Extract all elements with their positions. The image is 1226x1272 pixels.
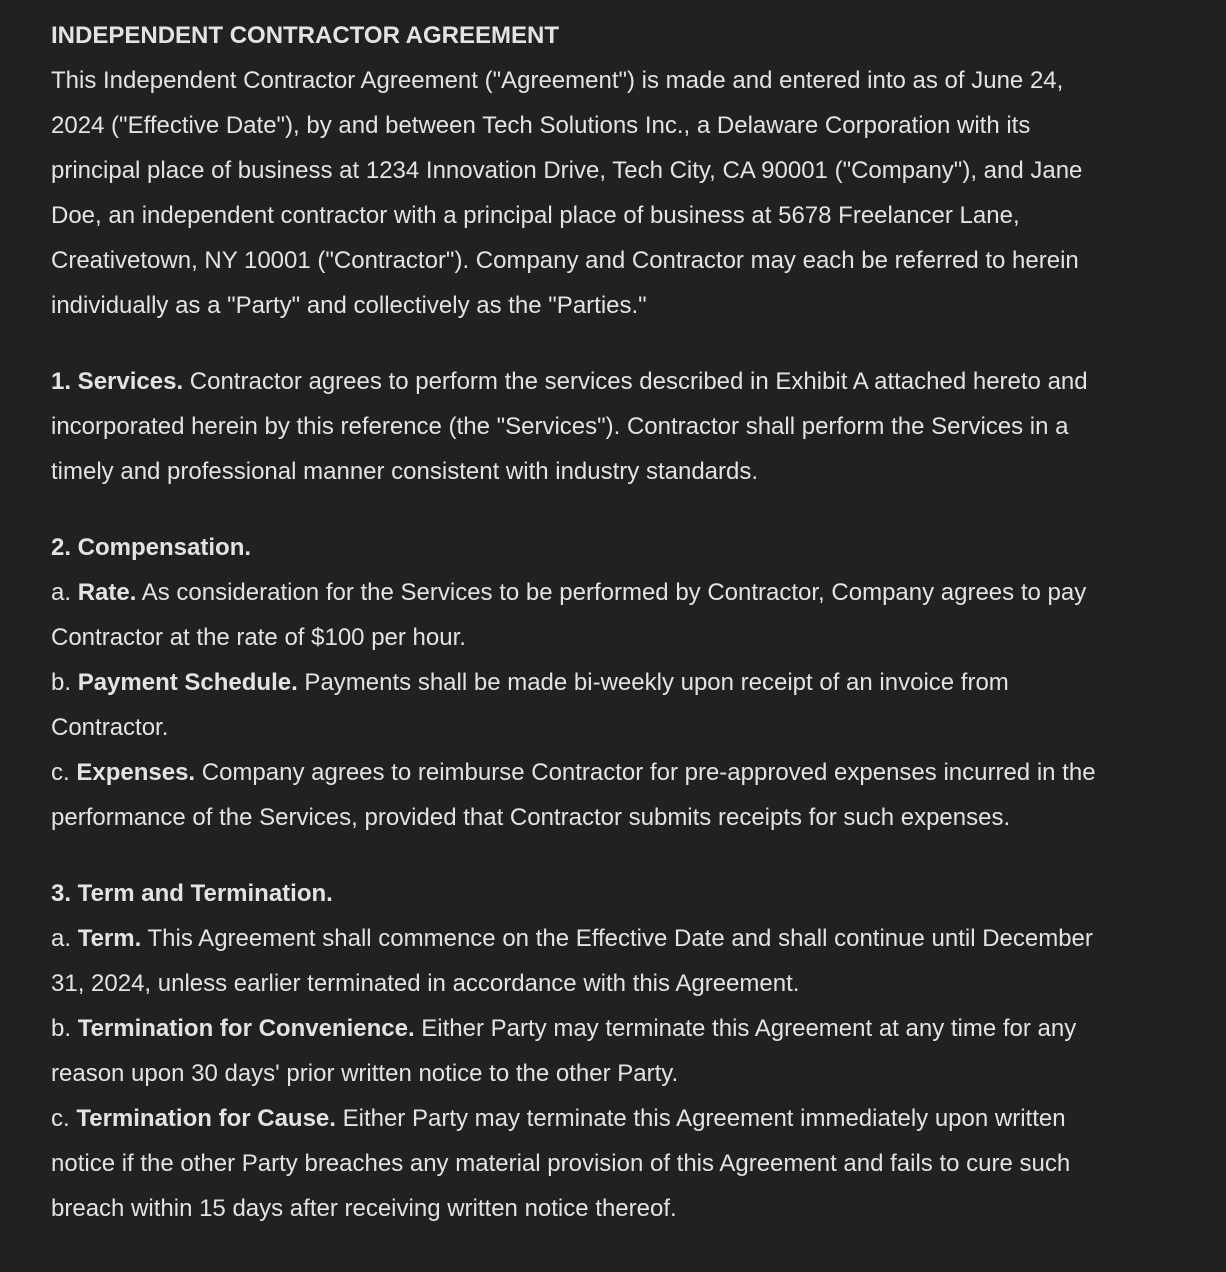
text-run: 2024 ("Effective Date"), by and between Tech Solutions Inc., a Delaware Corporation with its bbox=[51, 112, 1031, 139]
bold-text-run: Rate. bbox=[77, 579, 137, 606]
text-line bbox=[51, 795, 1196, 840]
text-line bbox=[51, 525, 1196, 570]
paragraph-preamble bbox=[51, 58, 1196, 328]
bold-text-run: Expenses. bbox=[76, 759, 196, 786]
text-run: As consideration for the Services to be performed by Contractor, Company agrees to pay bbox=[136, 579, 1087, 606]
text-run: b. bbox=[51, 1015, 78, 1042]
text-run: Doe, an independent contractor with a principal place of business at 5678 Freelancer Lane, bbox=[51, 202, 1020, 229]
bold-text-run: 3. Term and Termination. bbox=[51, 880, 333, 907]
text-line bbox=[51, 615, 1196, 660]
text-line bbox=[51, 103, 1196, 148]
section-2-compensation bbox=[51, 525, 1196, 840]
text-line bbox=[51, 1096, 1196, 1141]
text-run: performance of the Services, provided that Contractor submits receipts for such expenses. bbox=[51, 804, 1011, 831]
bold-text-run: 2. Compensation. bbox=[51, 534, 252, 561]
text-line bbox=[51, 238, 1196, 283]
document-title: INDEPENDENT CONTRACTOR AGREEMENT bbox=[51, 22, 560, 49]
text-run: principal place of business at 1234 Innovation Drive, Tech City, CA 90001 ("Company"), and Jane bbox=[51, 157, 1083, 184]
text-run: Creativetown, NY 10001 ("Contractor"). Company and Contractor may each be referred to herein bbox=[51, 247, 1079, 274]
text-run: reason upon 30 days' prior written notice to the other Party. bbox=[51, 1060, 679, 1087]
text-line bbox=[51, 660, 1196, 705]
text-run: individually as a "Party" and collectively as the "Parties." bbox=[51, 292, 647, 319]
text-line bbox=[51, 193, 1196, 238]
bold-text-run: Term. bbox=[77, 925, 142, 952]
text-run: Company agrees to reimburse Contractor for pre-approved expenses incurred in the bbox=[195, 759, 1096, 786]
bold-text-run: Termination for Convenience. bbox=[77, 1015, 415, 1042]
text-line bbox=[51, 283, 1196, 328]
document-body bbox=[51, 58, 1196, 1231]
section-1-services bbox=[51, 359, 1196, 494]
text-run: a. bbox=[51, 925, 78, 952]
text-run: This Agreement shall commence on the Effective Date and shall continue until December bbox=[141, 925, 1093, 952]
text-line bbox=[51, 705, 1196, 750]
text-line bbox=[51, 961, 1196, 1006]
text-run: b. bbox=[51, 669, 78, 696]
text-line bbox=[51, 916, 1196, 961]
text-run: Contractor at the rate of $100 per hour. bbox=[51, 624, 466, 651]
text-run: incorporated herein by this reference (the "Services"). Contractor shall perform the Services in a bbox=[51, 413, 1069, 440]
text-run: 31, 2024, unless earlier terminated in accordance with this Agreement. bbox=[51, 970, 800, 997]
text-run: timely and professional manner consistent with industry standards. bbox=[51, 458, 759, 485]
text-line bbox=[51, 1051, 1196, 1096]
text-run: a. bbox=[51, 579, 78, 606]
bold-text-run: 1. Services. bbox=[51, 368, 184, 395]
section-3-term-and-termination bbox=[51, 871, 1196, 1231]
text-line bbox=[51, 359, 1196, 404]
text-line bbox=[51, 1186, 1196, 1231]
text-line bbox=[51, 58, 1196, 103]
text-line bbox=[51, 1006, 1196, 1051]
text-line bbox=[51, 148, 1196, 193]
text-run: c. bbox=[51, 1105, 77, 1132]
bold-text-run: Termination for Cause. bbox=[76, 1105, 336, 1132]
text-line bbox=[51, 449, 1196, 494]
text-run: Either Party may terminate this Agreement at any time for any bbox=[414, 1015, 1077, 1042]
text-line bbox=[51, 570, 1196, 615]
text-run: c. bbox=[51, 759, 77, 786]
text-run: Payments shall be made bi-weekly upon receipt of an invoice from bbox=[297, 669, 1009, 696]
text-run: This Independent Contractor Agreement ("Agreement") is made and entered into as of June 24, bbox=[51, 67, 1064, 94]
text-line bbox=[51, 1141, 1196, 1186]
text-line bbox=[51, 404, 1196, 449]
text-run: notice if the other Party breaches any material provision of this Agreement and fails to cure such bbox=[51, 1150, 1071, 1177]
text-run: breach within 15 days after receiving written notice thereof. bbox=[51, 1195, 677, 1222]
text-run: Either Party may terminate this Agreement immediately upon written bbox=[335, 1105, 1066, 1132]
text-line bbox=[51, 871, 1196, 916]
text-run: Contractor agrees to perform the services described in Exhibit A attached hereto and bbox=[183, 368, 1088, 395]
text-run: Contractor. bbox=[51, 714, 169, 741]
bold-text-run: Payment Schedule. bbox=[77, 669, 298, 696]
text-line bbox=[51, 750, 1196, 795]
